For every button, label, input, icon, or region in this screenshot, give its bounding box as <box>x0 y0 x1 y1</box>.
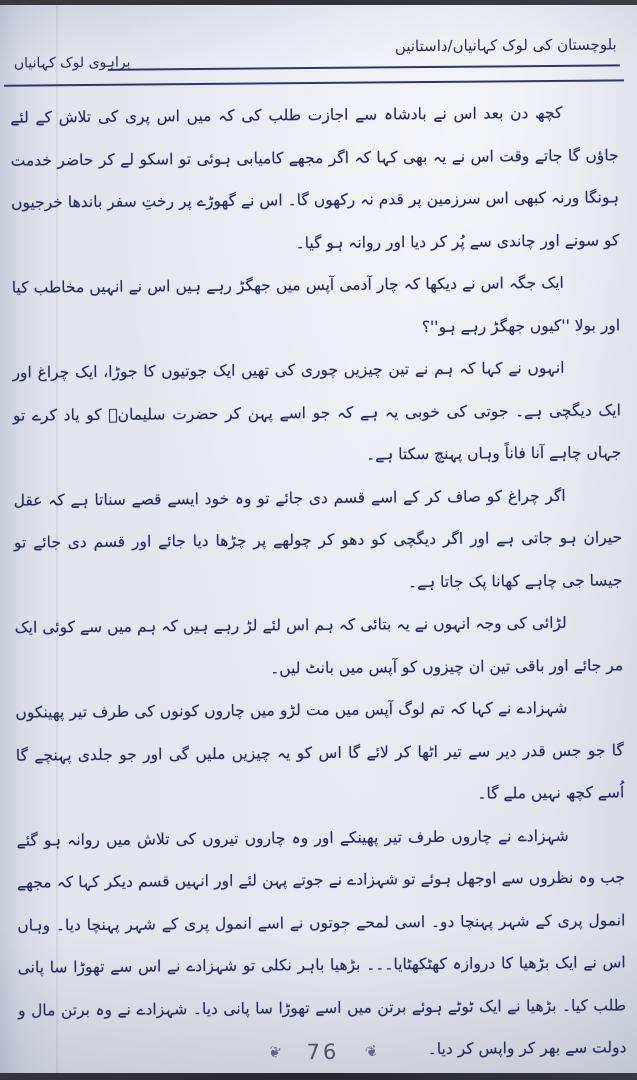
paragraph-3: انہوں نے کہا کہ ہم نے تین چیزیں چوری کی تھیں ایک جوتیوں کا جوڑا، ایک چراغ اور ایک دیگچی ہے۔ جوتی کی خوبی یہ ہے کہ جو اسے پہن کر حضرت سلیمانؑ کو یاد کرے تو جہاں چاہے آنا فاناً وہاں پہنچ سکتا ہے۔ <box>12 358 622 464</box>
paragraph-5: لڑائی کی وجہ انہوں نے یہ بتائی کہ ہم اس لئے لڑ رہے ہیں کہ ہم میں سے کوئی ایک مر جائے اور باقی تین ان چیزوں کو آپس میں بانٹ لیں۔ <box>14 613 624 677</box>
paragraph-7: شہزادے نے چاروں طرف تیر پھینکے اور وہ چاروں تیروں کی تلاش میں روانہ ہو گئے جب وہ نظروں سے اوجھل ہوئے تو شہزادے نے جوتے پہن لئے اور انہیں قسم دیکر کہا کہ مجھے انمول پری کے شہر پہنچا دو۔ اسی لمحے جوتوں نے اسے انمول پری کے شہر پہنچا دیا۔ وہاں اس نے ایک بڑھیا کا دروازہ کھٹکھٹایا۔۔۔ بڑھیا باہر نکلی تو شہزادے نے اس سے تھوڑا سا پانی طلب کیا۔ بڑھیا نے ایک ٹوٹے ہوئے برتن میں اسے تھوڑا سا پانی دیا۔ شہزادے نے وہ برتن مال و دولت سے بھر کر واپس کر دیا۔ <box>16 826 627 1059</box>
fleuron-right-icon: ❦ <box>362 1041 381 1063</box>
header-rule-bottom <box>4 79 624 86</box>
header-rule-top <box>108 64 620 70</box>
book-title: بلوچستان کی لوک کہانیاں/داستانیں <box>394 35 617 56</box>
paragraph-2: ایک جگہ اس نے دیکھا کہ چار آدمی آپس میں جھگڑ رہے ہیں اس نے انہیں مخاطب کیا اور بولا ''کیوں جھگڑ رہے ہو''؟ <box>11 273 621 336</box>
fleuron-left-icon: ❦ <box>265 1041 284 1063</box>
page-number: 76 <box>306 1039 340 1065</box>
chapter-title: براہوی لوک کہانیاں <box>13 54 131 72</box>
paragraph-6: شہزادے نے کہا کہ تم لوگ آپس میں مت لڑو میں چاروں کونوں کی طرف تیر پھینکوں گا جو جس قدر دیر سے تیر اٹھا کر لائے گا اس کو یہ چیزیں ملیں گی اور جو جلدی پہنچے گا اُسے کچھ نہیں ملے گا۔ <box>15 698 625 803</box>
paragraph-1: کچھ دن بعد اس نے بادشاہ سے اجازت طلب کی کہ میں اس پری کی تلاش کے لئے جاؤں گا جاتے وقت اس نے یہ بھی کہا کہ اگر مجھے کامیابی ہوئی تو اسکو لے کر حاضر خدمت ہونگا ورنہ کبھی اس سرزمین پر قدم نہ رکھوں گا۔ اس نے گھوڑے پر رختِ سفر باندھا خرجیوں کو سونے اور چاندی سے پُر کر دیا اور روانہ ہو گیا۔ <box>10 103 620 252</box>
paragraph-4: اگر چراغ کو صاف کر کے اسے قسم دی جائے تو وہ خود ایسے قصے سناتا ہے کہ عقل حیران ہو جاتی ہے اور اگر دیگچی کو دھو کر چولھے پر چڑھا دیا جائے اور قسم دی جائے تو جیسا جی چاہے کھانا پک جاتا ہے۔ <box>13 486 623 591</box>
scan-edge-bottom <box>0 1073 637 1080</box>
